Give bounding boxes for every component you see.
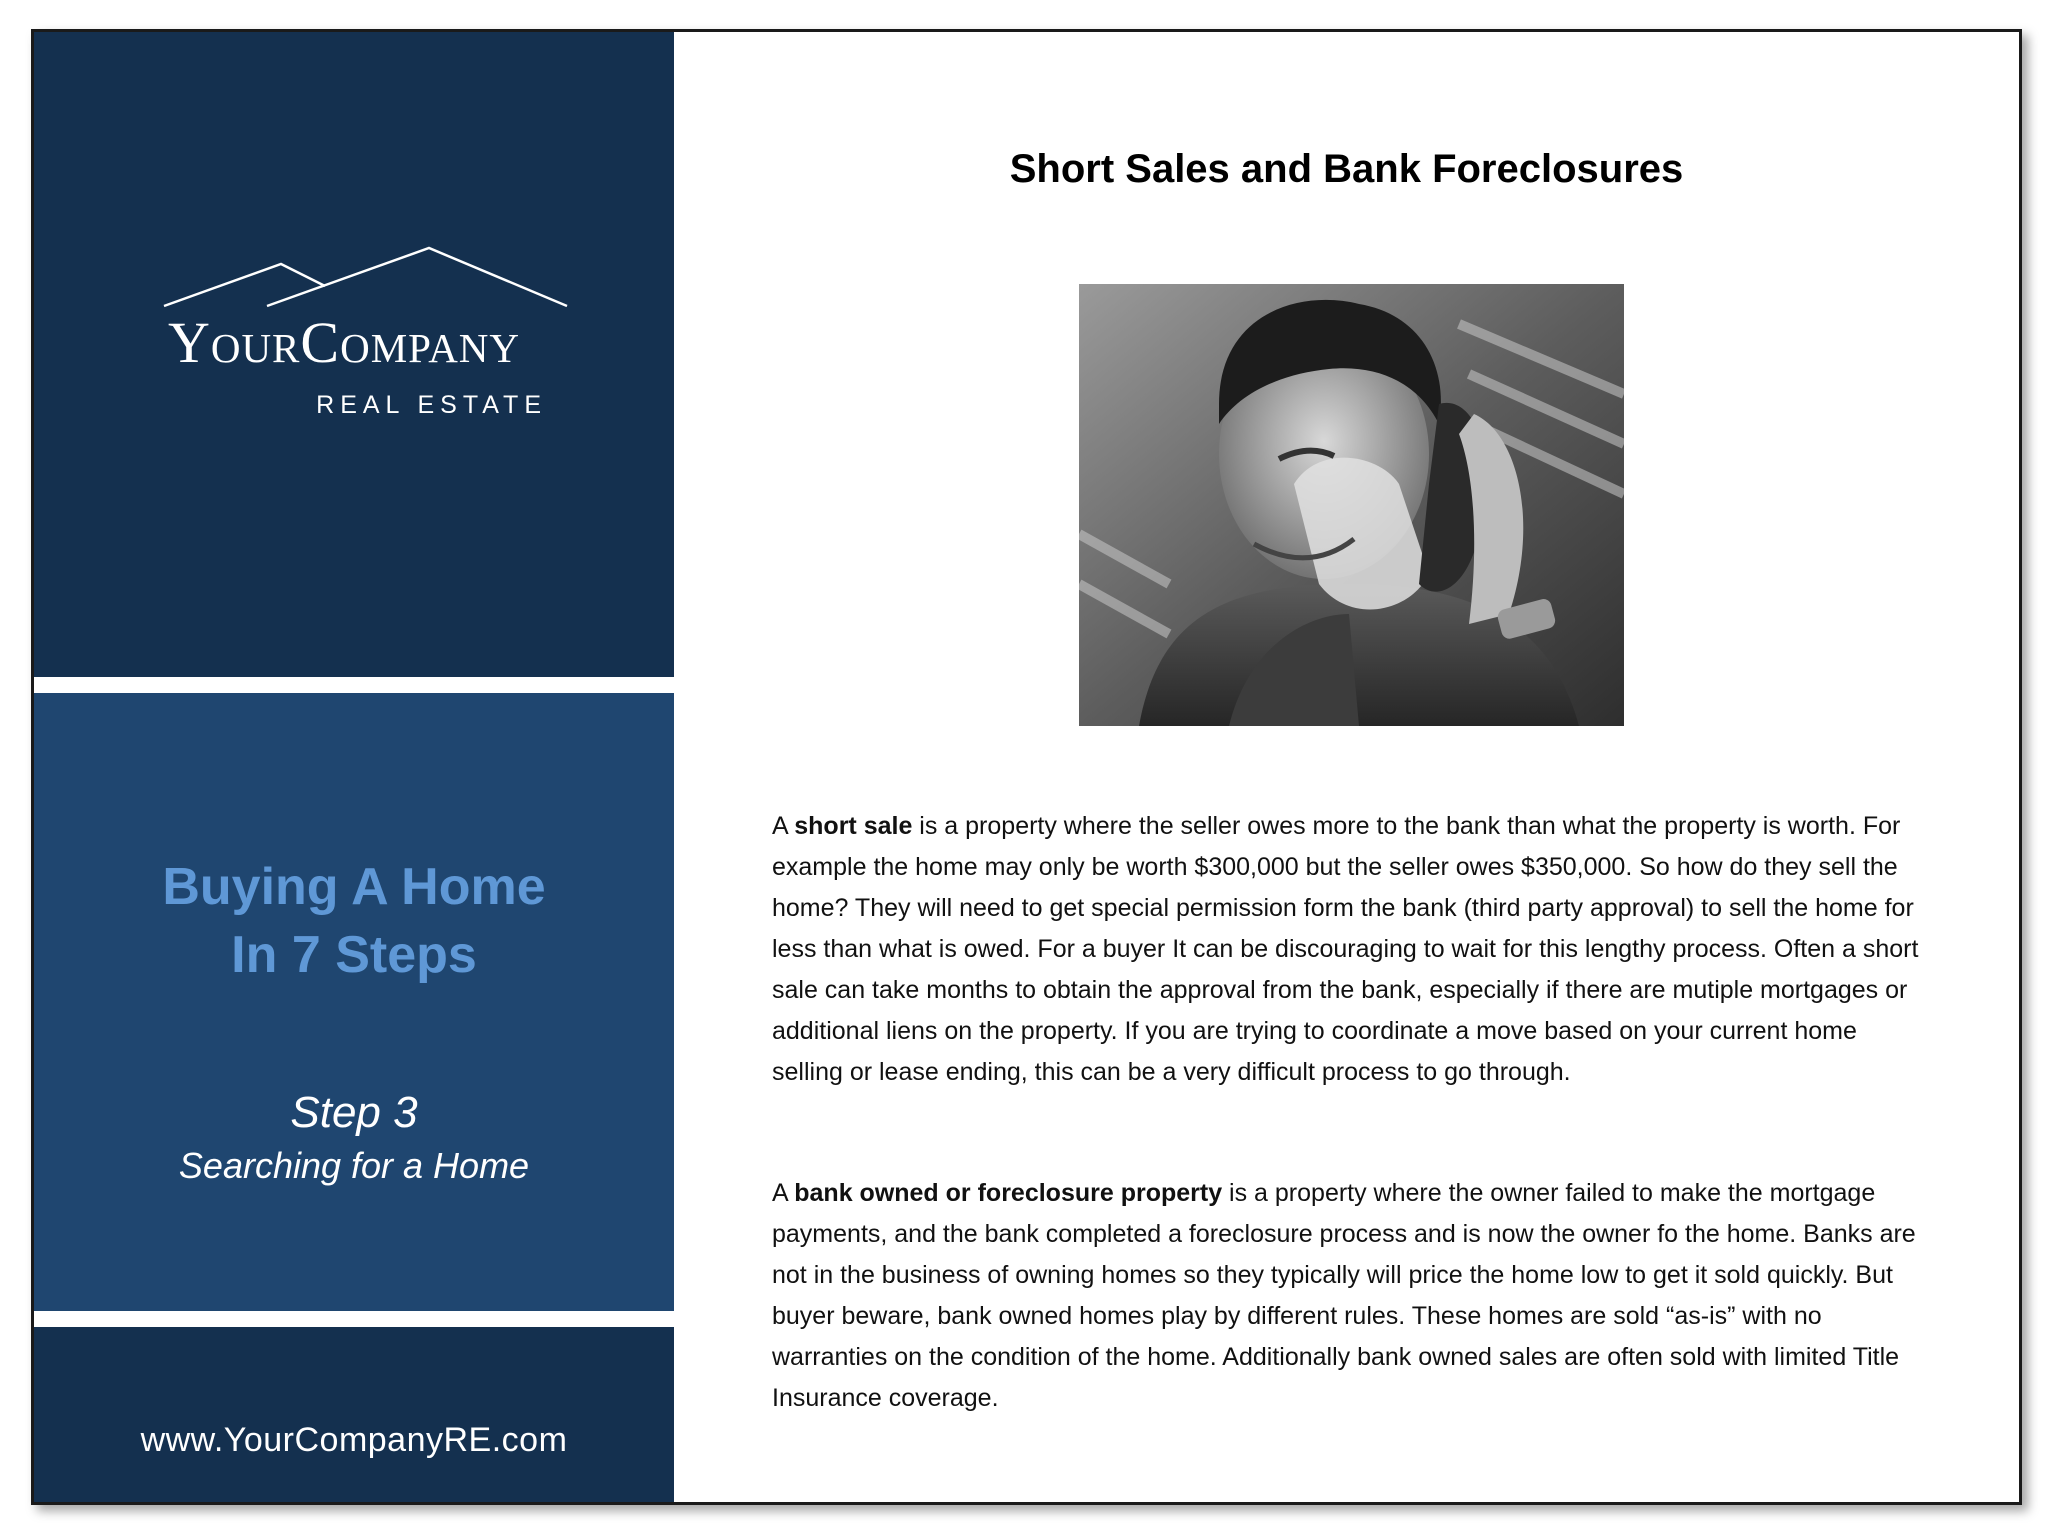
guide-title-line2: In 7 Steps (231, 926, 477, 984)
short-sale-paragraph: A short sale is a property where the seller owes more to the bank than what the property is worth. For example the home may only be worth $300,000 but the seller owes $350,000. So how do they sell the home? They will need to get special permission form the bank (third party approval) to sell the home for less than what is owed. For a buyer It can be discouraging to wait for this lengthy process. Often a short sale can take months to obtain the approval from the bank, especially if there are mutiple mortgages or additional liens on the property. If you are trying to coordinate a move based on your current home selling or lease ending, this can be a very difficult process to go through. (772, 812, 1919, 1086)
main-content (674, 32, 2019, 1502)
step-number: Step 3 (290, 1088, 418, 1137)
logo-panel (34, 32, 674, 677)
brochure-page (31, 29, 2022, 1505)
step-name: Searching for a Home (178, 1145, 530, 1186)
sidebar (34, 32, 674, 1502)
roof-icon (119, 242, 569, 312)
guide-title-line1: Buying A Home (162, 858, 546, 916)
page-title: Short Sales and Bank Foreclosures (1009, 147, 1684, 191)
logo-wordmark: YourCompany (167, 310, 521, 375)
website-panel (34, 1327, 674, 1505)
company-logo (119, 242, 569, 442)
guide-panel (34, 693, 674, 1311)
logo-tagline: REAL ESTATE (316, 391, 547, 419)
website-link[interactable]: www.YourCompanyRE.com (140, 1421, 568, 1459)
foreclosure-term: bank owned or foreclosure property (794, 1179, 1223, 1207)
short-sale-term: short sale (794, 812, 913, 840)
foreclosure-paragraph: A bank owned or foreclosure property is a property where the owner failed to make the mortgage payments, and the bank completed a foreclosure process and is now the owner fo the home. Banks are not in the business of owning homes so they typically will price the home low to get it sold quickly. But buyer beware, bank owned homes play by different rules. These homes are sold “as-is” with no warranties on the condition of the home. Additionally bank owned sales are often sold with limited Title Insurance coverage. (772, 1179, 1916, 1412)
stressed-man-on-phone-photo (1079, 284, 1624, 726)
guide-title (34, 853, 674, 989)
